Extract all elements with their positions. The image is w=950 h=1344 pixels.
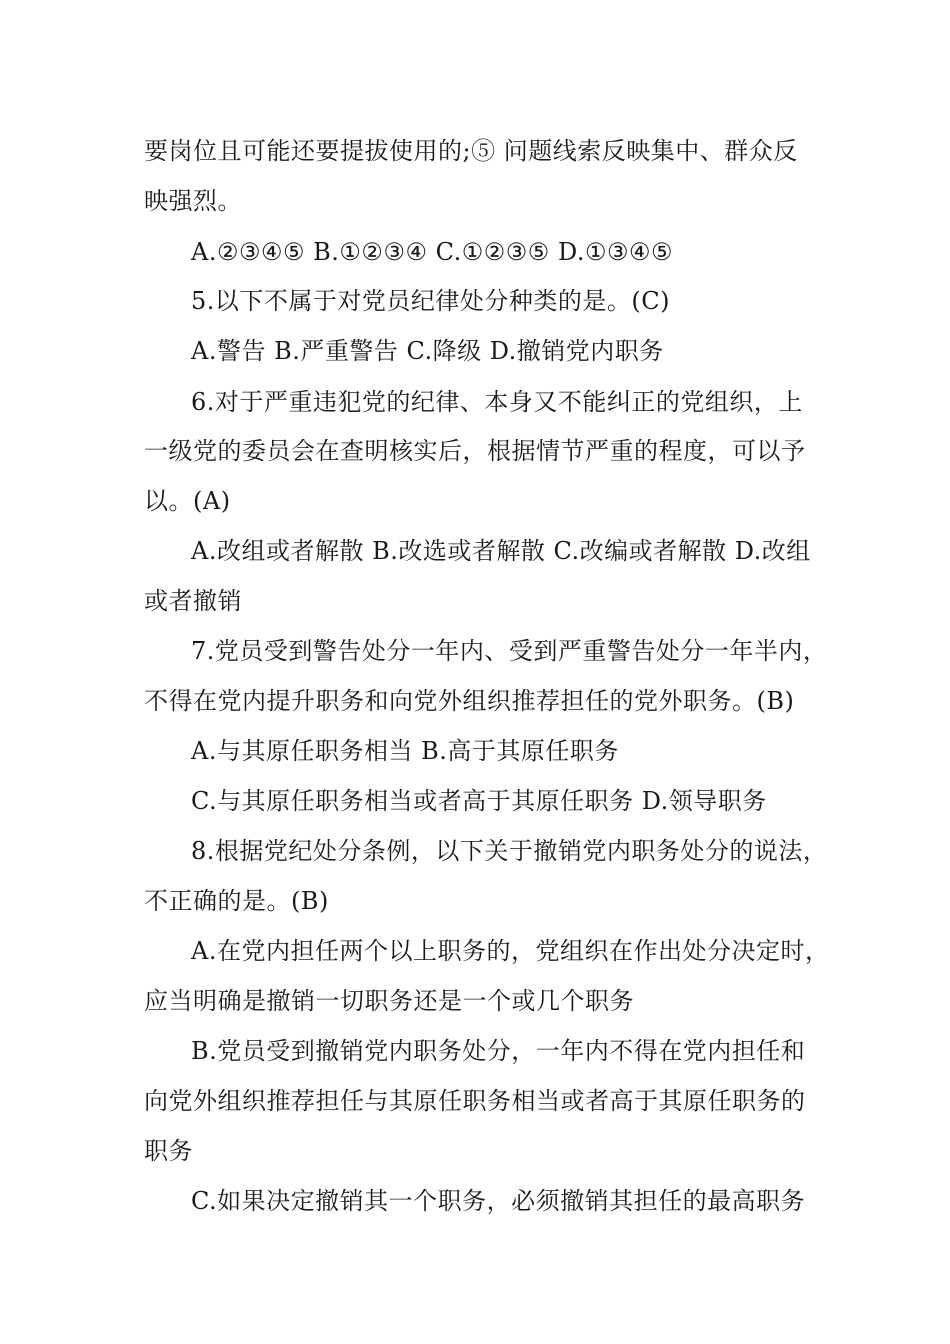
text-line: A.在党内担任两个以上职务的，党组织在作出处分决定时， <box>191 937 830 965</box>
text-line: 职务 <box>144 1137 193 1165</box>
text-line: A.警告 B.严重警告 C.降级 D.撤销党内职务 <box>191 337 664 365</box>
text-line: 要岗位且可能还要提拔使用的;⑤ 问题线索反映集中、群众反 <box>144 137 798 165</box>
text-line: 以。(A) <box>144 487 231 515</box>
text-line: 向党外组织推荐担任与其原任职务相当或者高于其原任职务的 <box>144 1087 806 1115</box>
text-line: 不得在党内提升职务和向党外组织推荐担任的党外职务。(B) <box>144 687 795 715</box>
text-line: 不正确的是。(B) <box>144 887 329 915</box>
text-line: 或者撤销 <box>144 587 242 615</box>
text-line: B.党员受到撤销党内职务处分，一年内不得在党内担任和 <box>191 1037 806 1065</box>
question-7: 7.党员受到警告处分一年内、受到严重警告处分一年半内， <box>191 637 828 665</box>
question-8: 8.根据党纪处分条例，以下关于撤销党内职务处分的说法， <box>191 837 828 865</box>
text-line: 应当明确是撤销一切职务还是一个或几个职务 <box>144 987 634 1015</box>
text-line: 映强烈。 <box>144 187 242 215</box>
text-line: A.改组或者解散 B.改选或者解散 C.改编或者解散 D.改组 <box>191 537 811 565</box>
text-line: C.如果决定撤销其一个职务，必须撤销其担任的最高职务 <box>191 1187 806 1215</box>
text-line: 一级党的委员会在查明核实后，根据情节严重的程度，可以予 <box>144 437 806 465</box>
text-line: A.与其原任职务相当 B.高于其原任职务 <box>191 737 619 765</box>
text-line: C.与其原任职务相当或者高于其原任职务 D.领导职务 <box>191 787 767 815</box>
question-5: 5.以下不属于对党员纪律处分种类的是。(C) <box>191 287 670 315</box>
question-6: 6.对于严重违犯党的纪律、本身又不能纠正的党组织，上 <box>191 388 803 416</box>
text-line: A.②③④⑤ B.①②③④ C.①②③⑤ D.①③④⑤ <box>191 238 674 266</box>
